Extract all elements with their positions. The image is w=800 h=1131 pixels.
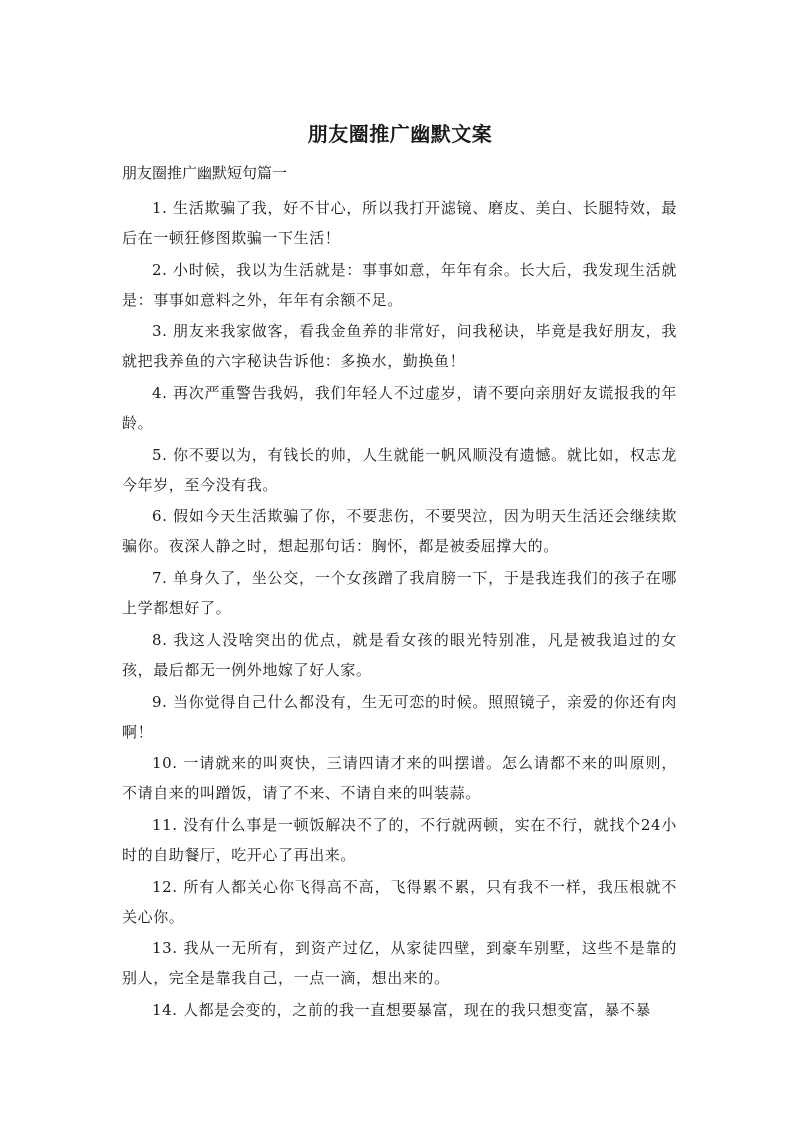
- document-title: 朋友圈推广幽默文案: [307, 122, 493, 146]
- list-item: 5. 你不要以为，有钱长的帅，人生就能一帆风顺没有遗憾。就比如，权志龙今年岁，至今没有我。: [122, 445, 677, 494]
- list-item: 10. 一请就来的叫爽快，三请四请才来的叫摆谱。怎么请都不来的叫原则，不请自来的叫蹭饭，请了不来、不请自来的叫装蒜。: [122, 754, 677, 803]
- list-item: 7. 单身久了，坐公交，一个女孩蹭了我肩膀一下，于是我连我们的孩子在哪上学都想好了。: [122, 569, 677, 618]
- list-item: 11. 没有什么事是一顿饭解决不了的，不行就两顿，实在不行，就找个24小时的自助餐厅，吃开心了再出来。: [122, 815, 677, 864]
- list-item: 6. 假如今天生活欺骗了你，不要悲伤，不要哭泣，因为明天生活还会继续欺骗你。夜深人静之时，想起那句话：胸怀，都是被委屈撑大的。: [122, 507, 677, 556]
- list-item: 4. 再次严重警告我妈，我们年轻人不过虚岁，请不要向亲朋好友谎报我的年龄。: [122, 384, 677, 433]
- list-item: 9. 当你觉得自己什么都没有，生无可恋的时候。照照镜子，亲爱的你还有肉啊！: [122, 692, 677, 741]
- list-item: 13. 我从一无所有，到资产过亿，从家徒四壁，到豪车别墅，这些不是靠的别人，完全是靠我自己，一点一滴，想出来的。: [122, 939, 677, 988]
- list-item: 14. 人都是会变的，之前的我一直想要暴富，现在的我只想变富，暴不暴: [152, 1000, 652, 1019]
- list-item: 8. 我这人没啥突出的优点，就是看女孩的眼光特别准，凡是被我追过的女孩，最后都无一例外地嫁了好人家。: [122, 630, 677, 679]
- list-item: 12. 所有人都关心你飞得高不高，飞得累不累，只有我不一样，我压根就不关心你。: [122, 877, 677, 926]
- list-item: 2. 小时候，我以为生活就是：事事如意，年年有余。长大后，我发现生活就是：事事如意料之外，年年有余额不足。: [122, 260, 677, 309]
- list-item: 3. 朋友来我家做客，看我金鱼养的非常好，问我秘诀，毕竟是我好朋友，我就把我养鱼的六字秘诀告诉他：多换水，勤换鱼！: [122, 322, 677, 371]
- section-heading: 朋友圈推广幽默短句篇一: [122, 164, 288, 182]
- joke-list: [122, 193, 677, 1027]
- list-item: 1. 生活欺骗了我，好不甘心，所以我打开滤镜、磨皮、美白、长腿特效，最后在一顿狂修图欺骗一下生活！: [122, 199, 677, 247]
